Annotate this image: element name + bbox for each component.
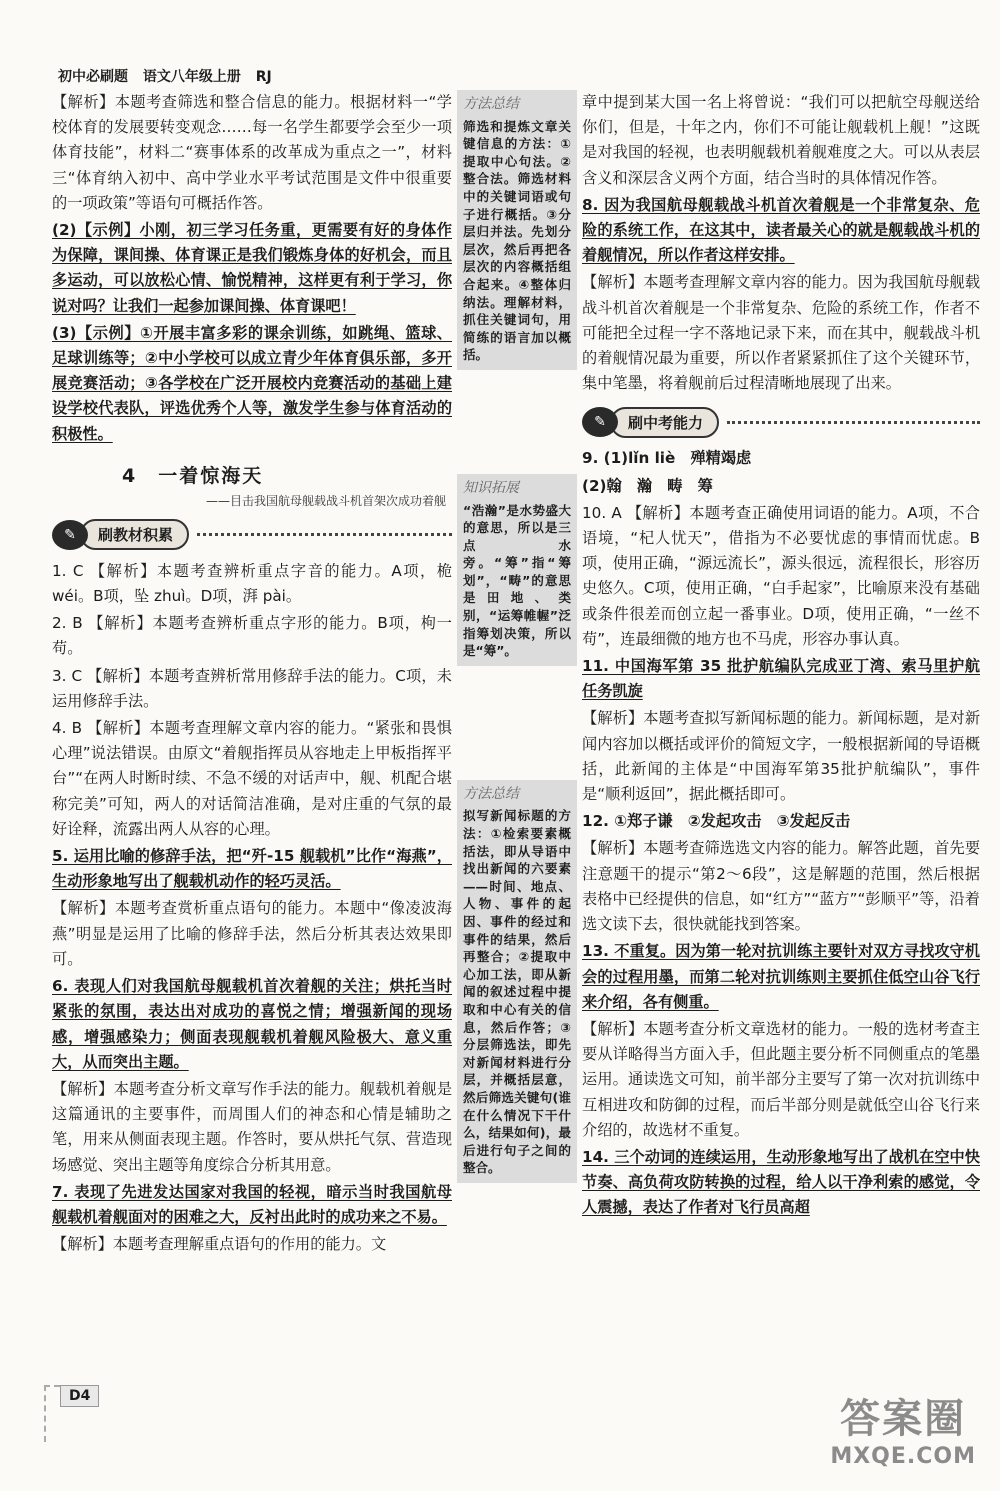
watermark-logo: 答案圈 <box>840 1396 967 1442</box>
answer-9-2: (2)翰 瀚 畴 筹 <box>582 476 713 495</box>
analysis-5: 【解析】本题考查赏析重点语句的能力。本题中“像凌波海燕”明显是运用了比喻的修辞手法，然后分析其表达效果即可。 <box>52 899 452 968</box>
sidebox-title: 知识拓展 <box>463 479 519 496</box>
analysis-12: 【解析】本题考查筛选选文内容的能力。解答此题，首先要注意题干的提示“第2～6段”，这是解题的范围，然后根据表格中已经提供的信息，如“红方”“蓝方”“彭顺平”等，沿着选文读下去，很快就能找到答案。 <box>582 839 980 934</box>
answer-7: 7. 表现了先进发达国家对我国的轻视，暗示当时我国航母舰载机着舰面对的困难之大，反衬出此时的成功来之不易。 <box>52 1182 452 1226</box>
sidebox-title: 方法总结 <box>463 96 519 112</box>
subject-title: 语文八年级上册 <box>142 69 241 85</box>
dotted-divider <box>727 421 980 424</box>
badge-label: 刷教材积累 <box>80 519 189 550</box>
sidebox-text: 拟写新闻标题的方法：①检索要素概括法，即从导语中找出新闻的六要素——时间、地点、人物、事件的起因、事件的经过和事件的结果，然后再整合；②提取中心加工法，即从新闻的叙述过程中提取和中心有关的信息，然后作答；③分层筛选法，即先对新闻材料进行分层，并概括层意，然后筛选关键句(谁在什么情况下干什么，结果如何)，最后进行句子之间的整合。 <box>463 808 571 1176</box>
section-subtitle: ——目击我国航母舰载战斗机首架次成功着舰 <box>205 493 446 508</box>
section-badge-textbook <box>52 519 452 551</box>
analysis-7: 【解析】本题考查理解重点语句的作用的能力。文 <box>52 1235 387 1254</box>
edition-label: RJ <box>255 69 272 85</box>
analysis-13: 【解析】本题考查分析文章选材的能力。一般的选材考查主要从详略得当方面入手，但此题主要分析不同侧重点的笔墨运用。通读选文可知，前半部分主要写了第一次对抗训练中互相进攻和防御的过程，而后半部分则是就低空山谷飞行来介绍的，故选材不重复。 <box>582 1019 980 1139</box>
sidebox-text: “浩瀚”是水势盛大的意思，所以是三点水旁。“筹”指“筹划”，“畴”的意思是田地、类别，“运筹帷幄”泛指筹划决策，所以是“筹”。 <box>463 502 571 659</box>
section-badge-exam <box>582 406 980 438</box>
example-answer-2: (2)【示例】小刚，初三学习任务重，更需要有好的身体作为保障，课间操、体育课正是我们锻炼身体的好机会，而且多运动，可以放松心情、愉悦精神，这样更有利于学习，你说对吗？让我们一起参加课间操、体育课吧！ <box>52 221 452 315</box>
analysis-11: 【解析】本题考查拟写新闻标题的能力。新闻标题，是对新闻内容加以概括或评价的简短文字，一般根据新闻的导语概括，此新闻的主体是“中国海军第35批护航编队”，事件是“顺利返回”，据此概括即可。 <box>582 709 980 804</box>
answer-3: 3. C 【解析】本题考查辨析常用修辞手法的能力。C项，未运用修辞手法。 <box>52 666 452 710</box>
answer-11: 11. 中国海军第 35 批护航编队完成亚丁湾、索马里护航任务凯旋 <box>582 657 980 701</box>
brush-icon: ✎ <box>52 520 88 550</box>
example-answer-3: (3)【示例】①开展丰富多彩的课余训练，如跳绳、篮球、足球训练等；②中小学校可以成立青少年体育俱乐部，多开展竞赛活动；③各学校在广泛开展校内竞赛活动的基础上建设学校代表队，评选优秀个人等，激发学生参与体育活动的积极性。 <box>52 323 452 443</box>
answer-1: 1. C 【解析】本题考查辨析重点字音的能力。A项，桅 wéi。B项，坠 zhuì。D项，湃 pài。 <box>52 561 452 606</box>
book-title: 初中必刷题 <box>58 69 128 85</box>
knowledge-box <box>457 474 577 666</box>
answer-2: 2. B 【解析】本题考查辨析重点字形的能力。B项，枸一苟。 <box>52 614 452 658</box>
page-header <box>58 66 282 86</box>
method-summary-box-1 <box>457 90 577 370</box>
answer-14: 14. 三个动词的连续运用，生动形象地写出了战机在空中快节奏、高负荷攻防转换的过程，给人以干净利索的感觉，令人震撼，表达了作者对飞行员高超 <box>582 1147 980 1217</box>
watermark <box>830 1387 976 1469</box>
answer-4: 4. B 【解析】本题考查理解文章内容的能力。“紧张和畏惧心理”说法错误。由原文“着舰指挥员从容地走上甲板指挥平台”“在两人时断时续、不急不缓的对话声中，舰、机配合堪称完美”可知，两人的对话简洁准确，是对庄重的气氛的最好诠释，流露出两人从容的心理。 <box>52 719 452 838</box>
sidebox-text: 筛选和提炼文章关键信息的方法：①提取中心句法。②整合法。筛选材料中的关键词语或句子进行概括。③分层归并法。先划分层次，然后再把各层次的内容概括组合起来。④整体归纳法。理解材料，抓住关键词句，用简练的语言加以概括。 <box>463 118 571 363</box>
answer-9-1: 9. (1)lǐn liè 殚精竭虑 <box>582 449 752 468</box>
analysis-paragraph: 【解析】本题考查筛选和整合信息的能力。根据材料一“学校体育的发展要转变观念……每一名学生都要学会至少一项体育技能”，材料二“赛事体系的改革成为重点之一”，材料三“体育纳入初中、高中学业水平考试范围是文件中很重要的一项政策”等语句可概括作答。 <box>52 93 452 212</box>
right-column <box>582 90 980 1223</box>
corner-decoration <box>44 1385 60 1442</box>
sidebox-title: 方法总结 <box>463 785 519 802</box>
method-summary-box-2 <box>457 780 577 1183</box>
answer-5: 5. 运用比喻的修辞手法，把“歼-15 舰载机”比作“海燕”，生动形象地写出了舰载机动作的轻巧灵活。 <box>52 847 452 891</box>
brush-icon: ✎ <box>582 407 618 437</box>
badge-label: 刷中考能力 <box>610 407 719 438</box>
answer-13: 13. 不重复。因为第一轮对抗训练主要针对双方寻找攻守机会的过程用墨，而第二轮对抗训练则主要抓住低空山谷飞行来介绍，各有侧重。 <box>582 942 980 1011</box>
section-title: 4 一着惊海天 <box>122 464 264 487</box>
answer-12: 12. ①郑子谦 ②发起攻击 ③发起反击 <box>582 812 851 831</box>
answer-8: 8. 因为我国航母舰载战斗机首次着舰是一个非常复杂、危险的系统工作，在这其中，读者最关心的就是舰载战斗机的着舰情况，所以作者这样安排。 <box>582 195 980 265</box>
page-number: D4 <box>60 1385 99 1407</box>
middle-sidebar <box>457 90 577 1197</box>
analysis-continued: 章中提到某大国一名上将曾说：“我们可以把航空母舰送给你们，但是，十年之内，你们不可能让舰载机上舰！”这既是对我国的轻视，也表明舰载机着舰难度之大。可以从表层含义和深层含义两个方面，结合当时的具体情况作答。 <box>582 93 980 187</box>
left-column <box>52 90 452 1259</box>
dotted-divider <box>197 533 452 536</box>
analysis-6: 【解析】本题考查分析文章写作手法的能力。舰载机着舰是这篇通讯的主要事件，而周围人们的神态和心情是辅助之笔，用来从侧面表现主题。作答时，要从烘托气氛、营造现场感觉、突出主题等角度综合分析其用意。 <box>52 1079 452 1174</box>
watermark-url: MXQE.COM <box>830 1444 976 1469</box>
analysis-8: 【解析】本题考查理解文章内容的能力。因为我国航母舰载战斗机首次着舰是一个非常复杂、危险的系统工作，作者不可能把全过程一字不落地记录下来，而在其中，舰载战斗机的着舰情况最为重要，所以作者紧紧抓住了这个关键环节，集中笔墨，将着舰前后过程清晰地展现了出来。 <box>582 273 980 393</box>
answer-10: 10. A 【解析】本题考查正确使用词语的能力。A项，不合语境，“杞人忧天”，借指为不必要忧虑的事情而忧虑。B项，使用正确，“源远流长”，源头很远，流程很长，形容历史悠久。C项，使用正确，“白手起家”，比喻原来没有基础或条件很差而创立起一番事业。D项，使用正确，“一丝不苟”，连最细微的地方也不马虎，形容办事认真。 <box>582 503 980 648</box>
answer-6: 6. 表现人们对我国航母舰载机首次着舰的关注；烘托当时紧张的氛围，表达出对成功的喜悦之情；增强新闻的现场感，增强感染力；侧面表现舰载机着舰风险极大、意义重大，从而突出主题。 <box>52 977 452 1071</box>
